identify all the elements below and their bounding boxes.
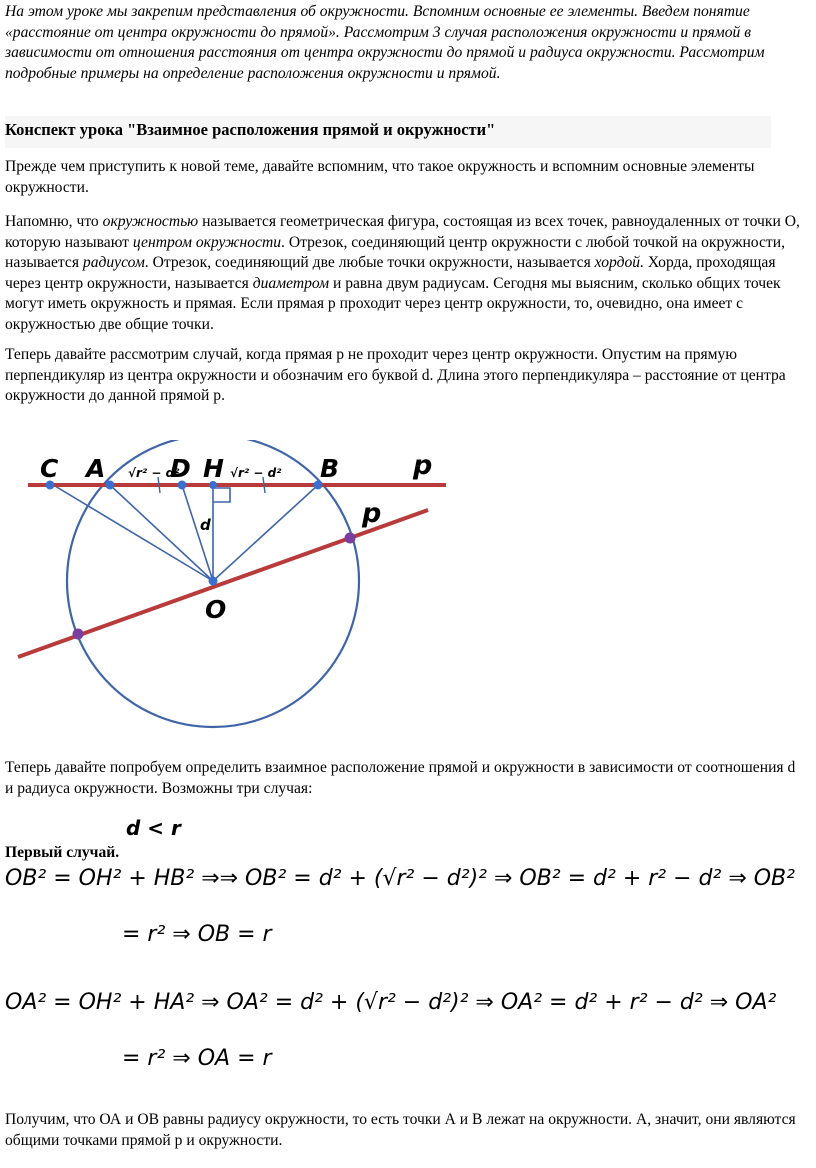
intro-paragraph: На этом уроке мы закрепим представления об окружности. Вспомним основные ее элементы. Введем понятие «расстояние от центра окружности до прямой». Рассмотрим 3 случая расположения окружности и прямой в зависимости от отношения расстояния от центра окружности до прямой и радиуса окружности. Рассмотрим подробные примеры на определение расположения окружности и прямой. (5, 3, 765, 82)
circle-line-diagram (0, 440, 480, 740)
term-radius: радиусом (82, 254, 145, 271)
paragraph-cases: Теперь давайте попробуем определить взаимное расположение прямой и окружности в зависимости от соотношения d и радиуса окружности. Возможны три случая: (5, 759, 796, 797)
label-H: H (203, 454, 224, 483)
label-segment-HB: √r² − d² (230, 466, 282, 480)
lesson-heading-text: Конспект урока "Взаимное расположения прямой и окружности" (5, 120, 496, 139)
paragraph-definitions: Напомню, что окружностью называется геометрическая фигура, состоящая из всех точек, равноудаленных от точки О, которую называют центром окружности. Отрезок, соединяющий центр окружности с любой точкой на окружности, называется радиусом. Отрезок, соединяющий две любые точки окружности, называется хордой. Хорда, проходящая через центр окружности, называется диаметром и равна двум радиусам. Сегодня мы выясним, сколько общих точек могут иметь окружность и прямая. Если прямая р проходит через центр окружности, то, очевидно, она имеет с окружностью две общие точки. (5, 213, 800, 333)
label-segment-AH: √r² − d² (128, 466, 180, 480)
equation-ob-line1: OB² = OH² + HB² ⇒⇒ OB² = d² + (√r² − d²)² ⇒ OB² = d² + r² − d² ⇒ OB² (5, 866, 795, 891)
label-B: B (320, 454, 340, 483)
term-diameter: диаметром (252, 274, 330, 292)
term-circle: окружностью (102, 213, 199, 230)
term-center: центром окружности (132, 233, 282, 251)
equation-oa-line2: = r² ⇒ OA = r (122, 1046, 272, 1071)
label-C: C (40, 454, 59, 483)
paragraph-recall: Прежде чем приступить к новой теме, давайте вспомним, что такое окружность и вспомним основные элементы окружности. (5, 158, 755, 196)
label-D: D (170, 454, 191, 483)
paragraph-distance: Теперь давайте рассмотрим случай, когда прямая р не проходит через центр окружности. Опустим на прямую перпендикуляр из центра окружности и обозначим его буквой d. Длина этого перпендикуляра – расстояние от центра окружности до данной прямой р. (5, 346, 786, 404)
right-angle-mark (213, 488, 230, 502)
case-label: Первый случай. (5, 844, 120, 861)
paragraph-conclusion: Получим, что ОА и ОВ равны радиусу окружности, то есть точки А и В лежат на окружности. А, значит, они являются общими точками прямой р и окружности. (5, 1111, 796, 1149)
label-A: A (86, 454, 106, 483)
point-intersection-right (345, 533, 356, 544)
equation-oa-line1: OA² = OH² + HA² ⇒ OA² = d² + (√r² − d²)² ⇒ OA² = d² + r² − d² ⇒ OA² (5, 990, 777, 1015)
point-intersection-left (73, 629, 84, 640)
label-p-top: p (413, 450, 433, 481)
point-A (106, 481, 115, 490)
radii (50, 483, 318, 581)
term-chord: хордой. (594, 254, 644, 271)
label-p-right: p (362, 498, 382, 529)
point-O (209, 577, 218, 586)
label-d: d (200, 516, 211, 534)
case-condition: d < r (126, 816, 181, 840)
lesson-heading (5, 116, 771, 148)
label-O: O (205, 595, 227, 624)
equation-ob-line2: = r² ⇒ OB = r (122, 922, 272, 947)
